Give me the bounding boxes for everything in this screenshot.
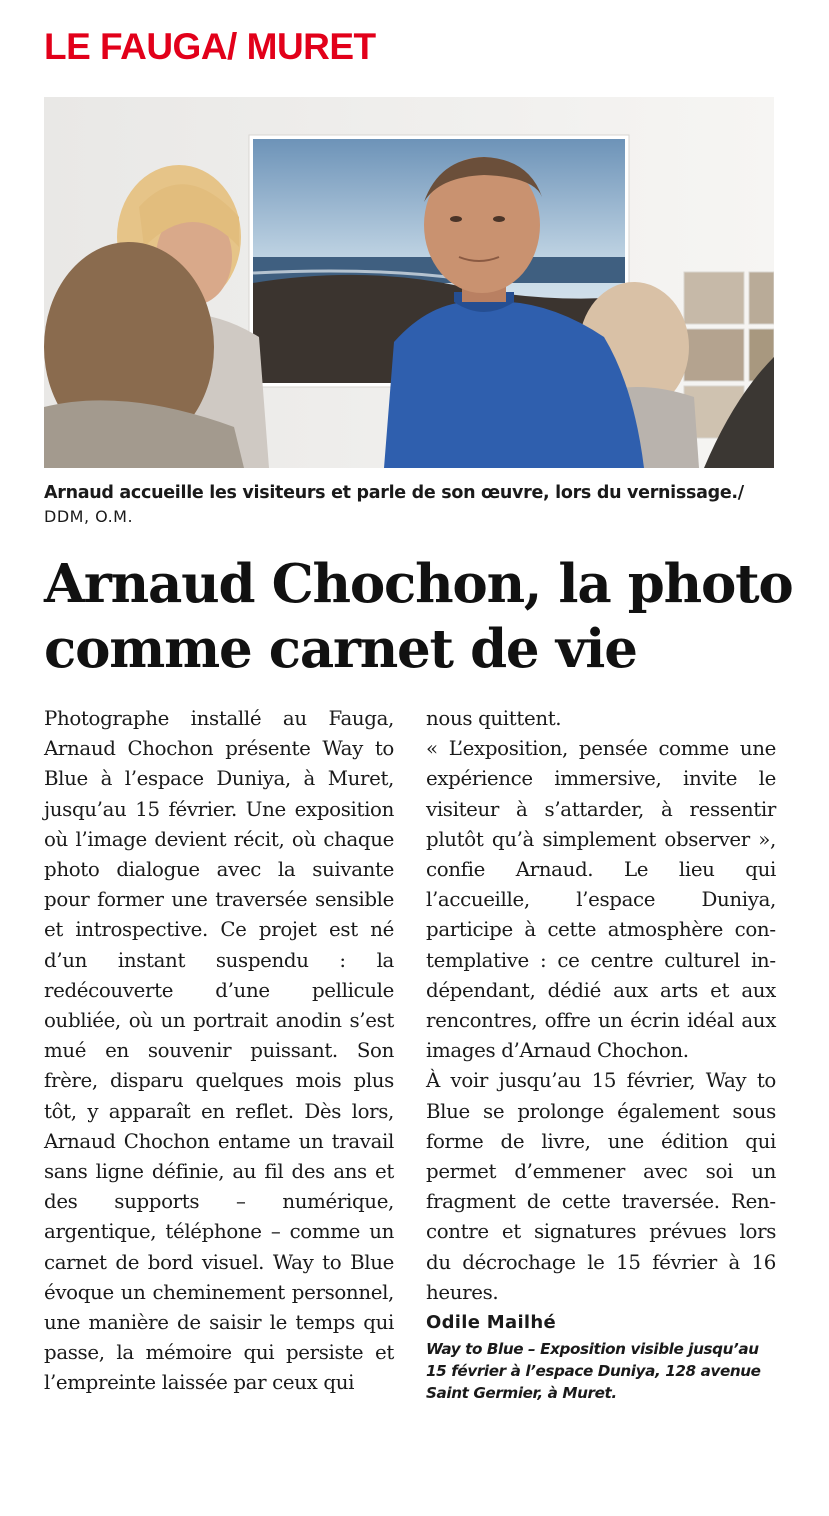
article-column-right xyxy=(426,704,776,1404)
photo-illustration xyxy=(44,97,774,468)
body-paragraph: À voir jusqu’au 15 février, Way to Blue se prolonge également sous forme de livre, une édition qui permet d’emmener avec soi un fragment de cette traversée. Rencontre et signatures prévues lors du décrochage le 15 février à 16 heures. xyxy=(426,1069,776,1304)
article-headline: Arnaud Chochon, la photo comme carnet de vie xyxy=(44,553,793,680)
body-paragraph: nous quittent. xyxy=(426,707,562,730)
photo-caption xyxy=(44,482,784,528)
section-rubric: LE FAUGA/ MURET xyxy=(44,26,376,67)
body-paragraph: « L’exposition, pensée comme une expérience immersive, invite le visiteur à s’attarder, à ressentir plutôt qu’à simplement observer », confie Arnaud. Le lieu qui l’accueille, l’espace Duniya, participe à cette atmosphère contemplative : ce centre culturel indépendant, dédié aux arts et aux rencontres, offre un écrin idéal aux images d’Arnaud Chochon. xyxy=(426,737,776,1063)
article-photo xyxy=(44,97,774,468)
article-column-left xyxy=(44,704,394,1399)
body-paragraph: Photographe installé au Fauga, Arnaud Chochon présente Way to Blue à l’espace Duniya, à Muret, jusqu’au 15 février. Une exposition où l’image devient récit, où chaque photo dialogue avec la suivante pour former une traversée sensible et introspective. Ce projet est né d’un instant suspendu : la redécouverte d’une pellicule oubliée, où un portrait anodin s’est mué en souvenir puissant. Son frère, disparu quelques mois plus tôt, y apparaît en reflet. Dès lors, Arnaud Chochon entame un travail sans ligne définie, au fil des ans et des supports – numérique, argentique, téléphone – comme un carnet de bord visuel. Way to Blue évoque un cheminement personnel, une manière de saisir le temps qui passe, la mémoire qui persiste et l’empreinte laissée par ceux qui xyxy=(44,707,394,1395)
author-byline: Odile Mailhé xyxy=(426,1312,557,1334)
exhibition-info: Way to Blue – Exposition visible jusqu’au 15 février à l’espace Duniya, 128 avenue Saint Germier, à Muret. xyxy=(426,1340,761,1403)
photo-credit: DDM, O.M. xyxy=(44,507,134,526)
caption-text: Arnaud accueille les visiteurs et parle de son œuvre, lors du vernissage./ xyxy=(44,483,744,503)
